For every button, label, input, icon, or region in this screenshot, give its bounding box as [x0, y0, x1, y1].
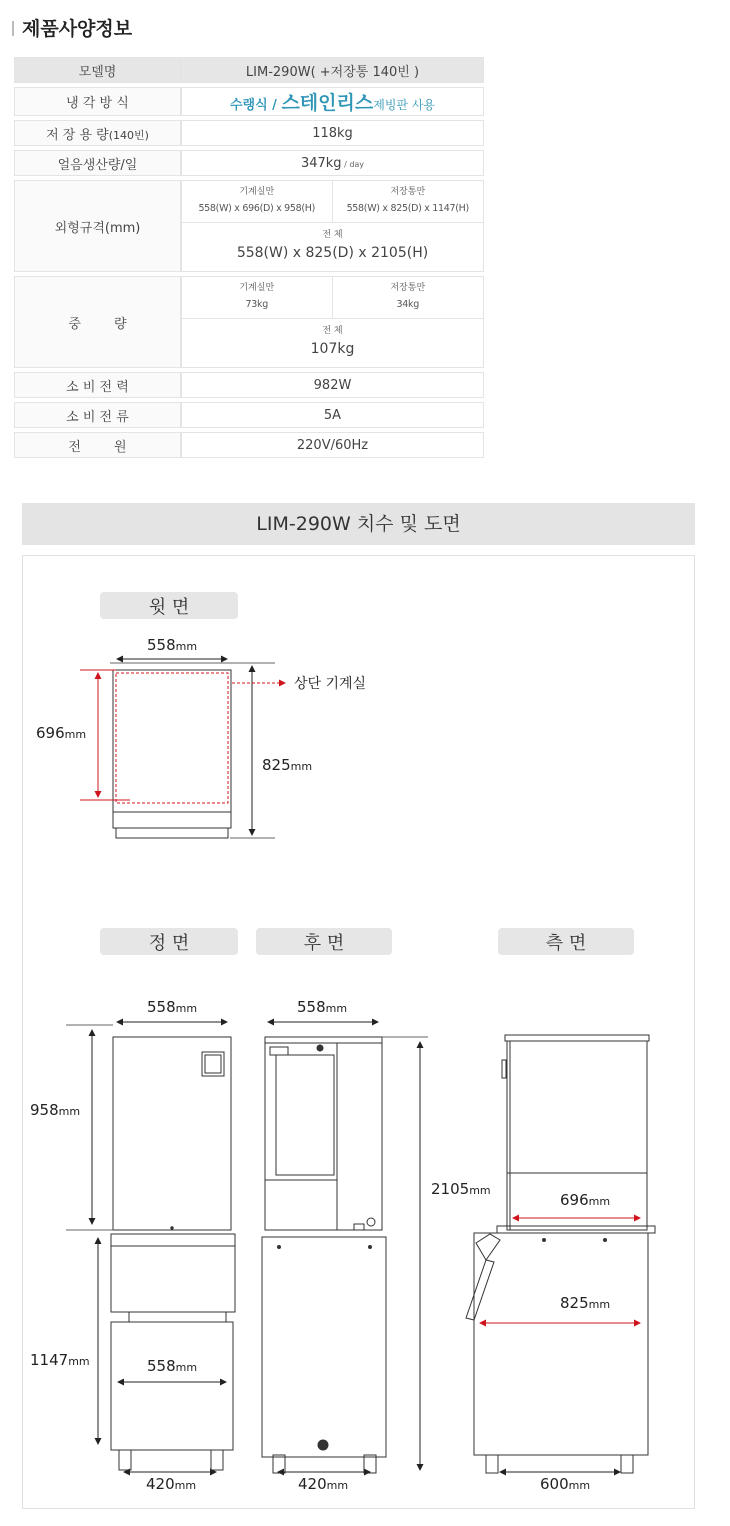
upper-machine-label: 상단 기계실 [294, 676, 367, 692]
total-height-value: 2105 [431, 1180, 470, 1198]
side-machine-depth-value: 696 [560, 1191, 589, 1209]
side-view-label-pill [498, 928, 634, 955]
dim-machine-value: 558(W) x 696(D) x 958(H) [198, 203, 316, 214]
cooling-value-1: 수랭식 / [229, 98, 282, 113]
wt-total-value: 107kg [310, 341, 355, 357]
side-total-depth-value: 825 [560, 1294, 589, 1312]
top-width-value: 558 [147, 636, 176, 654]
drawing-title: LIM-290W 치수 및 도면 [22, 503, 695, 545]
supply-value: 220V/60Hz [181, 432, 484, 458]
side-machine-depth-label [560, 1191, 610, 1209]
front-width-value: 558 [147, 998, 176, 1016]
total-height-label [431, 1180, 491, 1198]
front-leg-span-value: 420 [146, 1475, 175, 1493]
side-leg-span-unit: mm [568, 1479, 591, 1492]
front-view-drawing [66, 1025, 235, 1470]
rear-leg-span-value: 420 [298, 1475, 327, 1493]
side-machine-depth-unit: mm [588, 1195, 611, 1208]
dim-total-value: 558(W) x 825(D) x 2105(H) [236, 245, 429, 261]
production-value-num: 347kg [300, 155, 342, 171]
rear-view-drawing [262, 1037, 428, 1473]
top-depth-machine-value: 696 [36, 724, 65, 742]
top-view-drawing [80, 663, 275, 838]
rear-view-label-pill [256, 928, 392, 955]
top-depth-machine-unit: mm [64, 728, 87, 741]
dim-storage-value: 558(W) x 825(D) x 1147(H) [346, 203, 469, 214]
production-label: 얼음생산량/일 [14, 150, 181, 176]
rear-width-unit: mm [325, 1002, 348, 1015]
production-unit: / day [341, 159, 365, 169]
top-depth-total-label [262, 756, 312, 774]
dim-storage-label: 저장통만 [390, 187, 426, 197]
front-width-label [147, 998, 197, 1016]
front-storage-height-value: 1147 [30, 1351, 69, 1369]
front-view-label: 정 면 [148, 933, 190, 954]
weight-label: 중 량 [14, 276, 181, 368]
side-leg-span-value: 600 [540, 1475, 569, 1493]
power-value: 982W [181, 372, 484, 398]
storage-label-main: 저 장 용 량 [46, 127, 109, 143]
side-leg-span-label [540, 1475, 590, 1493]
wt-machine-value: 73kg [245, 299, 268, 310]
supply-label: 전 원 [14, 432, 181, 458]
top-width-label [147, 636, 197, 654]
side-view-label: 측 면 [545, 933, 587, 954]
section-title-text: 제품사양정보 [22, 18, 133, 40]
front-storage-height-unit: mm [68, 1355, 90, 1368]
front-machine-height-unit: mm [58, 1105, 81, 1118]
front-width-unit: mm [175, 1002, 198, 1015]
cooling-value-3: 제빙판 사용 [373, 98, 436, 112]
front-leg-span-label [146, 1475, 196, 1493]
side-total-depth-unit: mm [588, 1298, 611, 1311]
wt-storage-label: 저장통만 [390, 283, 426, 293]
dimension-label: 외형규격(mm) [14, 180, 181, 272]
model-value: LIM-290W( +저장통 140빈 ) [181, 57, 484, 83]
wt-total-label: 전 체 [322, 326, 343, 336]
front-machine-height-value: 958 [30, 1101, 59, 1119]
front-storage-height-label [30, 1351, 90, 1369]
rear-leg-span-label [298, 1475, 348, 1493]
side-total-depth-label [560, 1294, 610, 1312]
rear-width-value: 558 [297, 998, 326, 1016]
top-depth-total-value: 825 [262, 756, 291, 774]
current-value: 5A [181, 402, 484, 428]
current-label: 소 비 전 류 [14, 402, 181, 428]
dim-machine-label: 기계실만 [239, 187, 275, 197]
rear-leg-span-unit: mm [326, 1479, 349, 1492]
wt-storage-value: 34kg [396, 299, 419, 310]
top-depth-total-unit: mm [290, 760, 313, 773]
front-machine-height-label [30, 1101, 80, 1119]
top-depth-machine-label [36, 724, 86, 742]
top-width-unit: mm [175, 640, 198, 653]
total-height-unit: mm [469, 1184, 491, 1197]
rear-width-label [297, 998, 347, 1016]
front-view-label-pill [100, 928, 238, 955]
rear-view-label: 후 면 [303, 933, 345, 954]
front-storage-width-unit: mm [175, 1361, 198, 1374]
front-storage-width-value: 558 [147, 1357, 176, 1375]
cooling-value-2: 스테인리스 [281, 92, 374, 114]
cooling-label: 냉 각 방 식 [14, 87, 181, 116]
top-view-label: 윗 면 [148, 597, 190, 618]
wt-machine-label: 기계실만 [239, 283, 275, 293]
side-view-drawing [466, 1035, 655, 1473]
front-storage-width-label [147, 1357, 197, 1375]
dim-total-label: 전 체 [322, 230, 343, 240]
top-view-label-pill [100, 592, 238, 619]
front-leg-span-unit: mm [174, 1479, 197, 1492]
power-label: 소 비 전 력 [14, 372, 181, 398]
storage-label-sub: (140빈) [108, 128, 149, 142]
storage-value: 118kg [181, 120, 484, 146]
model-label: 모델명 [14, 57, 181, 83]
